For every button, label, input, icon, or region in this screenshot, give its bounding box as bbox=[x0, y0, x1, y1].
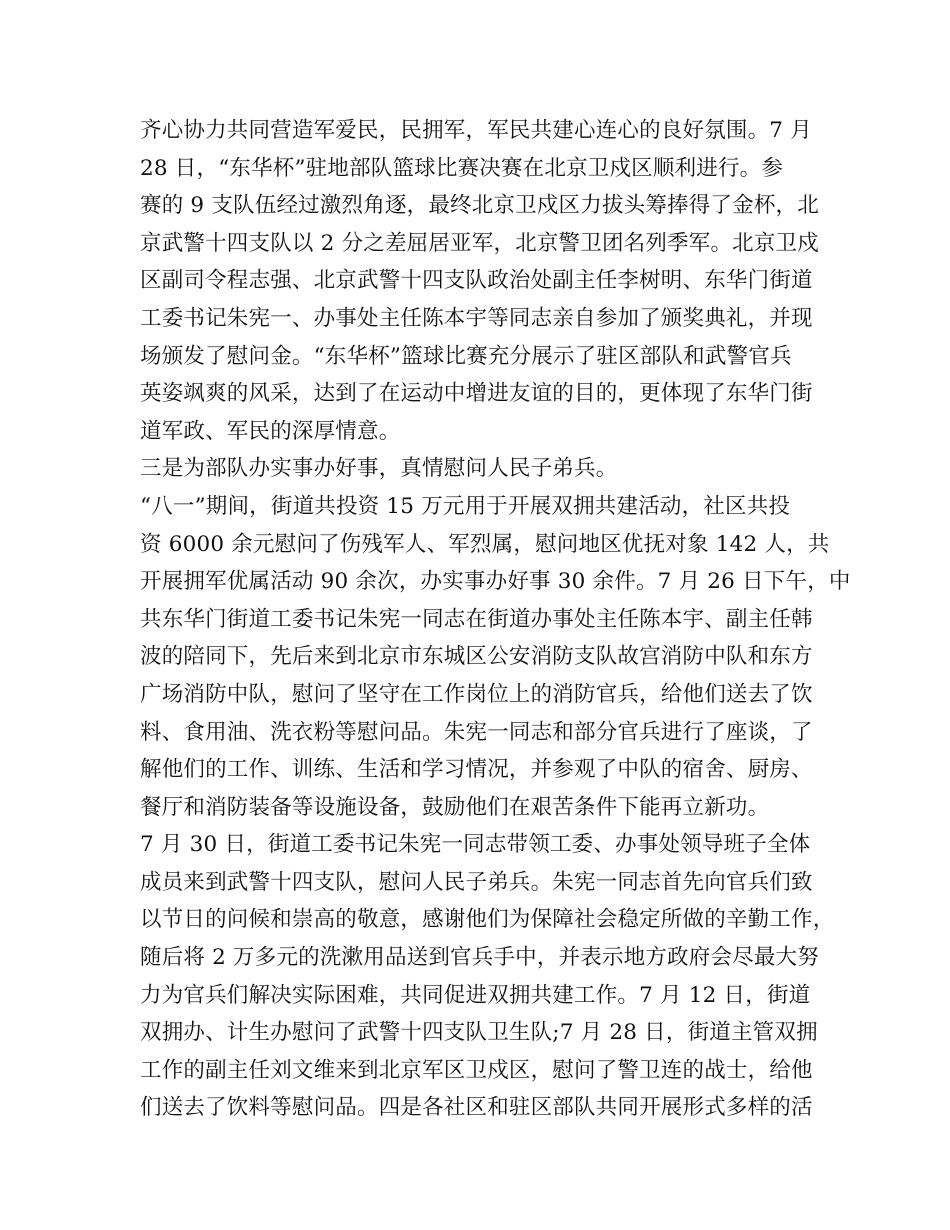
text-line: 双拥办、计生办慰问了武警十四支队卫生队;7 月 28 日，街道主管双拥 bbox=[140, 1020, 818, 1046]
text-line: 们送去了饮料等慰问品。四是各社区和驻区部队共同开展形式多样的活 bbox=[140, 1095, 813, 1121]
text-line: 餐厅和消防装备等设施设备，鼓励他们在艰苦条件下能再立新功。 bbox=[140, 794, 770, 820]
text-line: 随后将 2 万多元的洗漱用品送到官兵手中，并表示地方政府会尽最大努 bbox=[140, 945, 819, 971]
body-text bbox=[140, 112, 851, 1127]
text-line: 共东华门街道工委书记朱宪一同志在街道办事处主任陈本宇、副主任韩 bbox=[140, 606, 813, 632]
text-line: 资 6000 余元慰问了伤残军人、军烈属，慰问地区优抚对象 142 人，共 bbox=[140, 531, 830, 557]
text-line: 成员来到武警十四支队，慰问人民子弟兵。朱宪一同志首先向官兵们致 bbox=[140, 869, 813, 895]
text-line: 解他们的工作、训练、生活和学习情况，并参观了中队的宿舍、厨房、 bbox=[140, 757, 813, 783]
text-line: “八一”期间，街道共投资 15 万元用于开展双拥共建活动，社区共投 bbox=[140, 493, 791, 519]
text-line: 波的陪同下，先后来到北京市东城区公安消防支队故宫消防中队和东方 bbox=[140, 644, 813, 670]
text-line: 英姿飒爽的风采，达到了在运动中增进友谊的目的，更体现了东华门街 bbox=[140, 381, 813, 407]
text-line: 开展拥军优属活动 90 余次，办实事办好事 30 余件。7 月 26 日下午，中 bbox=[140, 569, 851, 595]
text-line: 28 日，“东华杯”驻地部队篮球比赛决赛在北京卫戍区顺利进行。参 bbox=[140, 155, 784, 181]
text-line: 料、食用油、洗衣粉等慰问品。朱宪一同志和部分官兵进行了座谈，了 bbox=[140, 719, 813, 745]
section-heading: 三是为部队办实事办好事，真情慰问人民子弟兵。 bbox=[140, 456, 618, 482]
text-line: 7 月 30 日，街道工委书记朱宪一同志带领工委、办事处领导班子全体 bbox=[140, 832, 811, 858]
text-line: 赛的 9 支队伍经过激烈角逐，最终北京卫戍区力拔头筹捧得了金杯，北 bbox=[140, 193, 819, 219]
text-line: 广场消防中队，慰问了坚守在工作岗位上的消防官兵，给他们送去了饮 bbox=[140, 681, 813, 707]
text-line: 工作的副主任刘文维来到北京军区卫戍区，慰问了警卫连的战士，给他 bbox=[140, 1057, 813, 1083]
text-line: 区副司令程志强、北京武警十四支队政治处副主任李树明、东华门街道 bbox=[140, 268, 813, 294]
text-line: 力为官兵们解决实际困难，共同促进双拥共建工作。7 月 12 日，街道 bbox=[140, 982, 811, 1008]
text-line: 场颁发了慰问金。“东华杯”篮球比赛充分展示了驻区部队和武警官兵 bbox=[140, 343, 792, 369]
text-line: 工委书记朱宪一、办事处主任陈本宇等同志亲自参加了颁奖典礼，并现 bbox=[140, 305, 813, 331]
text-line: 京武警十四支队以 2 分之差屈居亚军，北京警卫团名列季军。北京卫戍 bbox=[140, 230, 819, 256]
text-line: 以节日的问候和崇高的敬意，感谢他们为保障社会稳定所做的辛勤工作， bbox=[140, 907, 835, 933]
text-line: 齐心协力共同营造军爱民，民拥军，军民共建心连心的良好氛围。7 月 bbox=[140, 118, 812, 143]
text-line: 道军政、军民的深厚情意。 bbox=[140, 418, 401, 444]
